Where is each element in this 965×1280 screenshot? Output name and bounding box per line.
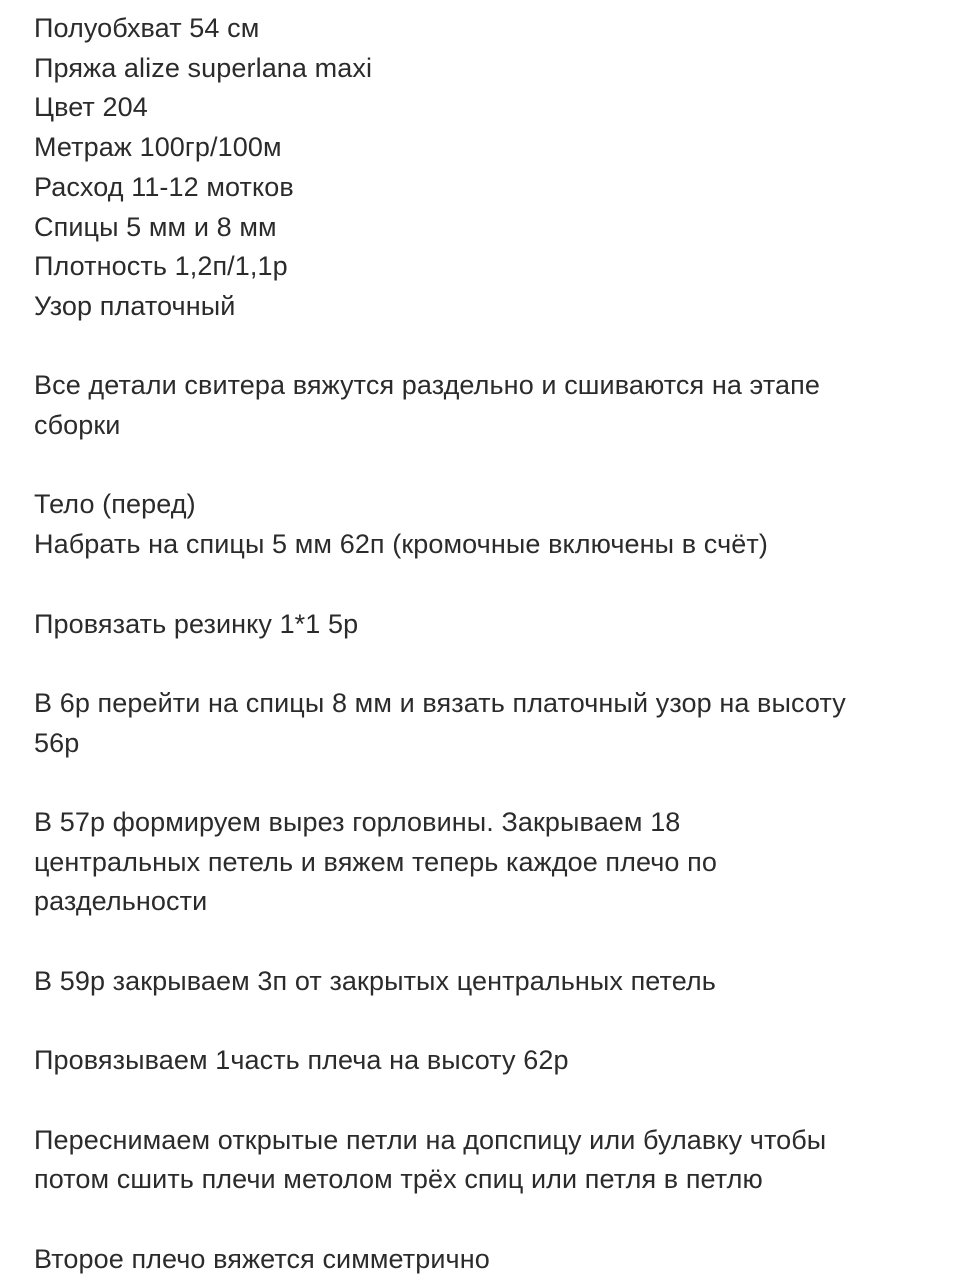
spacer [34, 763, 934, 803]
paragraph-line: центральных петель и вяжем теперь каждое плечо по [34, 846, 717, 877]
paragraph-shoulder-two [34, 1240, 934, 1280]
spacer [34, 446, 934, 486]
spacer [34, 327, 934, 367]
spec-half-girth: Полуобхват 54 см [34, 13, 260, 43]
paragraph-line: В 57р формируем вырез горловины. Закрываем 18 [34, 806, 681, 837]
paragraph-line: раздельности [34, 886, 208, 917]
spacer [34, 1200, 934, 1240]
paragraph-line: В 59р закрываем 3п от закрытых центральных петель [34, 965, 716, 996]
spec-consumption: Расход 11-12 мотков [34, 171, 294, 202]
spec-pattern: Узор платочный [34, 290, 236, 321]
section-heading: Тело (перед) [34, 489, 196, 520]
spacer [34, 565, 934, 605]
paragraph-assembly [34, 366, 934, 445]
spacer [34, 1081, 934, 1121]
spec-yardage: Метраж 100гр/100м [34, 132, 282, 163]
paragraph-line: В 6р перейти на спицы 8 мм и вязать платочный узор на высоту [34, 687, 846, 718]
spacer [34, 1001, 934, 1041]
paragraph-ribbing [34, 605, 934, 645]
paragraph-line: Набрать на спицы 5 мм 62п (кромочные включены в счёт) [34, 529, 768, 560]
paragraph-neckline [34, 803, 934, 922]
paragraph-line: потом сшить плечи метолом трёх спиц или петля в петлю [34, 1164, 763, 1195]
paragraph-main-pattern [34, 684, 934, 763]
spec-gauge: Плотность 1,2п/1,1р [34, 251, 288, 282]
paragraph-bind-off [34, 962, 934, 1002]
paragraph-line: Переснимаем открытые петли на допспицу или булавку чтобы [34, 1124, 827, 1155]
paragraph-line: Провязываем 1часть плеча на высоту 62р [34, 1045, 569, 1076]
paragraph-line: сборки [34, 410, 121, 441]
paragraph-shoulder-one [34, 1041, 934, 1081]
paragraph-line: Второе плечо вяжется симметрично [34, 1243, 490, 1274]
paragraph-line: Провязать резинку 1*1 5р [34, 608, 359, 639]
paragraph-line: 56р [34, 727, 80, 758]
paragraph-line: Все детали свитера вяжутся раздельно и сшиваются на этапе [34, 370, 820, 401]
spec-needles: Спицы 5 мм и 8 мм [34, 211, 277, 242]
spacer [34, 644, 934, 684]
spec-color: Цвет 204 [34, 92, 148, 123]
knitting-pattern-document [34, 9, 934, 1279]
paragraph-body-front [34, 485, 934, 564]
spec-yarn: Пряжа alize superlana maxi [34, 52, 373, 83]
paragraph-transfer-stitches [34, 1121, 934, 1200]
specs-block [34, 9, 934, 327]
spacer [34, 922, 934, 962]
